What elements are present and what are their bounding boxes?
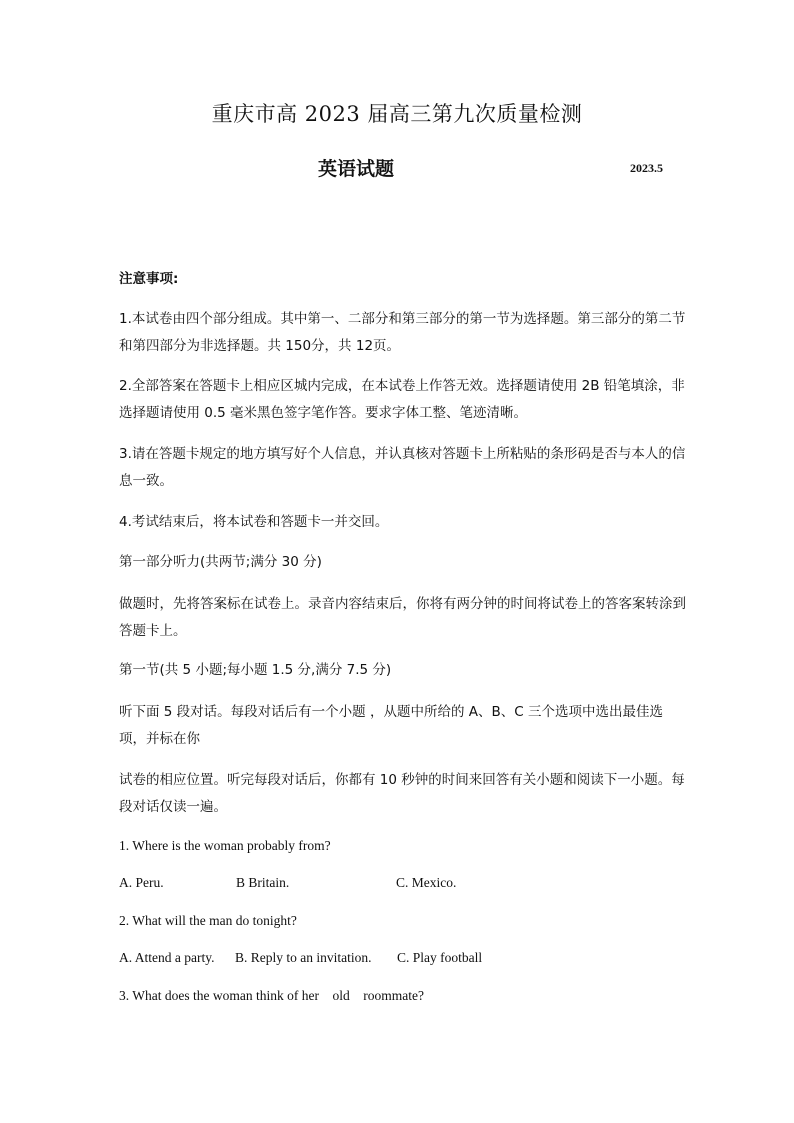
question-1: 1. Where is the woman probably from? [119, 838, 331, 853]
question-1-option-b: B Britain. [236, 875, 290, 890]
question-1-option-a: A. Peru. [119, 875, 164, 890]
note-item-4: 4.考试结束后，将本试卷和答题卡一并交回。 [119, 514, 389, 530]
note-item-1: 1.本试卷由四个部分组成。其中第一、二部分和第三部分的第一节为选择题。第三部分的第二节和第四部分为非选择题。共 150分，共 12页。 [119, 311, 686, 354]
section1-instruction-b: 试卷的相应位置。听完每段对话后，你都有 10 秒钟的时间来回答有关小题和阅读下一小题。每段对话仅读一遍。 [119, 772, 685, 815]
section1-instruction-a: 听下面 5 段对话。每段对话后有一个小题 ，从题中所给的 A、B、C 三个选项中选出最佳选项，并标在你 [119, 704, 663, 747]
question-2-option-b: B. Reply to an invitation. [235, 950, 372, 965]
section1-heading: 第一节(共 5 小题;每小题 1.5 分,满分 7.5 分) [119, 662, 392, 678]
question-2-option-c: C. Play football [397, 950, 483, 965]
exam-subject-title: 英语试题 [318, 158, 395, 180]
question-2: 2. What will the man do tonight? [119, 913, 297, 928]
note-item-2: 2.全部答案在答题卡上相应区城内完成，在本试卷上作答无效。选择题请使用 2B 铅笔填涂，非选择题请使用 0.5 毫米黑色签字笔作答。要求字体工整、笔迹清晰。 [119, 378, 685, 421]
question-3: 3. What does the woman think of her old roommate? [119, 988, 424, 1003]
part1-instruction: 做题时，先将答案标在试卷上。录音内容结束后，你将有两分钟的时间将试卷上的答客案转涂到答题卡上。 [119, 596, 686, 639]
page-title: 重庆市高 2023 届高三第九次质量检测 [211, 102, 583, 126]
question-1-option-c: C. Mexico. [396, 875, 457, 890]
note-item-3: 3.请在答题卡规定的地方填写好个人信息，并认真核对答题卡上所粘贴的条形码是否与本人的信息一致。 [119, 446, 686, 489]
part1-heading: 第一部分听力(共两节;满分 30 分) [119, 554, 322, 570]
notes-heading: 注意事项: [119, 271, 179, 287]
exam-date: 2023.5 [630, 161, 663, 175]
question-2-option-a: A. Attend a party. [119, 950, 215, 965]
